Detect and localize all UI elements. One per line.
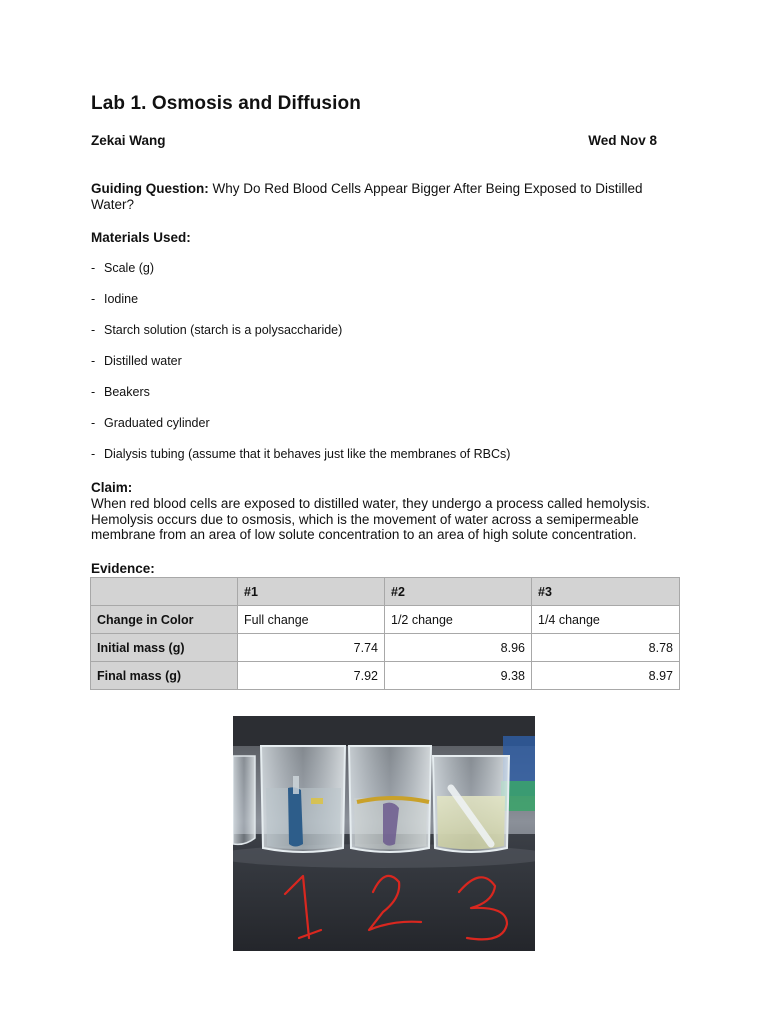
list-item: - Beakers <box>91 385 150 399</box>
evidence-heading: Evidence: <box>91 561 155 576</box>
table-header-row <box>91 578 680 606</box>
photo-dark-top <box>233 716 535 746</box>
row-label: Initial mass (g) <box>91 634 238 662</box>
document-title: Lab 1. Osmosis and Diffusion <box>91 93 361 114</box>
table-header-cell: #1 <box>238 578 385 606</box>
table-row <box>91 606 680 634</box>
document-date: Wed Nov 8 <box>588 133 657 148</box>
dash-bullet: - <box>91 385 96 399</box>
table-cell: Full change <box>238 606 385 634</box>
list-item: - Dialysis tubing (assume that it behaves just like the membranes of RBCs) <box>91 447 511 461</box>
beaker-2 <box>349 746 431 852</box>
table-cell: 8.97 <box>532 662 680 690</box>
list-item: - Distilled water <box>91 354 182 368</box>
table-cell: 7.74 <box>238 634 385 662</box>
materials-list <box>91 261 510 478</box>
table-cell: 1/4 change <box>532 606 680 634</box>
row-label: Final mass (g) <box>91 662 238 690</box>
guiding-question-label: Guiding Question: <box>91 181 209 196</box>
list-item: - Scale (g) <box>91 261 155 275</box>
dash-bullet: - <box>91 323 96 337</box>
beaker-3 <box>433 756 509 852</box>
row-label: Change in Color <box>91 606 238 634</box>
table-header-cell: #2 <box>385 578 532 606</box>
table-cell: 1/2 change <box>385 606 532 634</box>
claim-heading: Claim: <box>91 480 133 495</box>
guiding-question <box>91 181 681 213</box>
dash-bullet: - <box>91 261 96 275</box>
evidence-table <box>90 577 680 690</box>
beaker-1 <box>261 746 345 852</box>
table-cell: 7.92 <box>238 662 385 690</box>
table-cell: 9.38 <box>385 662 532 690</box>
table-row <box>91 634 680 662</box>
list-item: - Iodine <box>91 292 139 306</box>
blue-dialysis-bag <box>288 787 303 846</box>
partial-beaker <box>233 756 255 844</box>
dash-bullet: - <box>91 416 96 430</box>
table-row <box>91 662 680 690</box>
table-cell: 8.78 <box>532 634 680 662</box>
list-item: - Graduated cylinder <box>91 416 210 430</box>
author-name: Zekai Wang <box>91 133 166 148</box>
table-cell: 8.96 <box>385 634 532 662</box>
dash-bullet: - <box>91 447 96 461</box>
beakers-photo <box>233 716 535 951</box>
table-header-cell: #3 <box>532 578 680 606</box>
dash-bullet: - <box>91 292 96 306</box>
table-header-cell <box>91 578 238 606</box>
claim-text: When red blood cells are exposed to distilled water, they undergo a process called hemolysis. Hemolysis occurs due to osmosis, which is the movement of water across a semipermeable membrane from an area of low solute concentration to an area of high solute concentration. <box>91 496 651 542</box>
guiding-question-text: Why Do Red Blood Cells Appear Bigger After Being Exposed to Distilled Water? <box>91 181 643 212</box>
dash-bullet: - <box>91 354 96 368</box>
materials-heading: Materials Used: <box>91 230 191 245</box>
list-item: - Starch solution (starch is a polysaccharide) <box>91 323 343 337</box>
